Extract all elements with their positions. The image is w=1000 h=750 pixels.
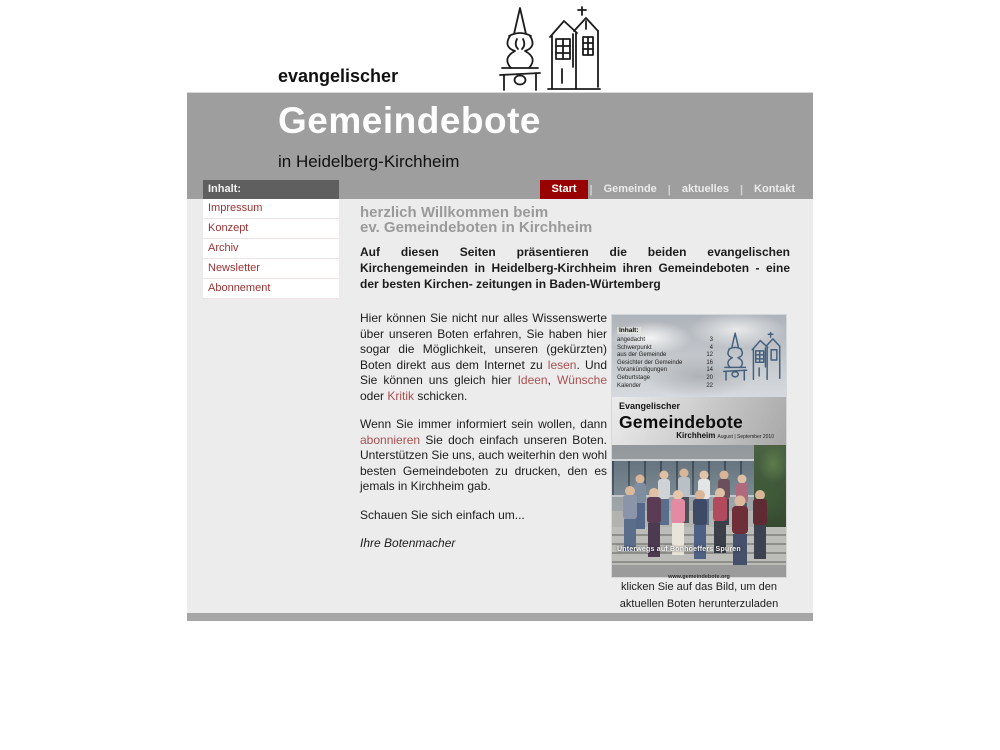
cover-click-hint-line2: aktuellen Boten herunterzuladen (619, 598, 779, 610)
toc-row: Geburtstage 20 (617, 374, 713, 381)
link-kritik[interactable]: Kritik (387, 388, 415, 403)
top-navigation (540, 180, 804, 199)
sidebar-item-newsletter[interactable]: Newsletter (203, 259, 339, 279)
cover-place: Kirchheim (676, 431, 716, 440)
church-sketch-icon (490, 5, 602, 96)
link-abonnieren[interactable]: abonnieren (360, 432, 421, 447)
paragraph-2: Wenn Sie immer informiert sein wollen, dann abonnieren Sie doch einfach unseren Boten. Unterstützen Sie uns, auch weiterhin den wohl besten Gemeindeboten zu drucken, den es jemals in Kirchheim gab. (360, 417, 607, 493)
content-area (187, 199, 813, 613)
sidebar-header: Inhalt: (203, 180, 339, 199)
banner (187, 92, 813, 199)
paragraph-3: Schauen Sie sich einfach um... (360, 507, 525, 522)
link-wuensche[interactable]: Wünsche (556, 373, 608, 387)
cover-church-sketch-icon (718, 321, 782, 396)
site-subtitle: in Heidelberg-Kirchheim (278, 152, 460, 171)
nav-separator: | (739, 183, 744, 196)
page-title-line1: herzlich Willkommen beim (360, 204, 549, 221)
cover-click-hint (612, 579, 786, 613)
cover-toc (617, 319, 713, 390)
paragraph-1: Hier können Sie nicht nur alles Wissenswerte über unseren Boten erfahren, Sie haben hier sogar die Möglichkeit, unseren (gekürzten) Boten direkt aus dem Internet zu lesen. Und Sie können uns gleich hier Ideen, Wünsche oder Kritik schicken. (360, 311, 608, 403)
intro-paragraph: Auf diesen Seiten präsentieren die beiden evangelischen Kirchengemeinden in Heidelberg-Kirchheim ihren Gemeindeboten - eine der besten Kirchen- zeitungen in Baden-Würtemberg (360, 245, 790, 291)
nav-item-aktuelles[interactable]: aktuelles (681, 183, 729, 195)
nav-row (187, 180, 813, 199)
link-lesen[interactable]: lesen (547, 357, 577, 372)
magazine-cover-image[interactable] (612, 315, 786, 580)
nav-separator: | (667, 183, 671, 196)
link-ideen[interactable]: Ideen (517, 373, 548, 387)
gemeindebote-website (187, 0, 813, 621)
cover-footer-strip (612, 565, 786, 580)
sidebar-menu (203, 199, 339, 299)
sidebar-item-archiv[interactable]: Archiv (203, 239, 339, 259)
cover-issue-date: August | September 2010 (717, 434, 774, 440)
cover-click-hint-line1: klicken Sie auf das Bild, um den (621, 581, 777, 593)
sidebar-item-abonnement[interactable]: Abonnement (203, 279, 339, 299)
nav-item-start[interactable]: Start (540, 180, 587, 199)
cover-group-photo (612, 445, 786, 565)
toc-row: aus der Gemeinde 12 (617, 352, 713, 359)
cover-website: www.gemeindebote.org (668, 574, 730, 580)
toc-row: angedacht 3 (617, 337, 713, 343)
page-title (360, 205, 592, 235)
page-title-line2: ev. Gemeindeboten in Kirchheim (360, 219, 593, 236)
cover-issue (676, 431, 774, 440)
sidebar-item-konzept[interactable]: Konzept (203, 219, 339, 239)
sidebar-item-impressum[interactable]: Impressum (203, 199, 339, 219)
signature: Ihre Botenmacher (360, 536, 456, 550)
footer-bar (187, 613, 813, 621)
nav-item-kontakt[interactable]: Kontakt (754, 183, 795, 195)
nav-separator: | (589, 183, 593, 196)
toc-row: Schwerpunkt 4 (617, 344, 713, 351)
cover-toc-header: Inhalt: (619, 327, 639, 334)
body-text-column (360, 311, 607, 565)
nav-item-gemeinde[interactable]: Gemeinde (603, 183, 657, 195)
site-title: Gemeindebote (278, 100, 541, 141)
cover-publisher: Evangelischer (619, 401, 681, 411)
super-title: evangelischer (278, 66, 399, 86)
toc-row: Gesichter der Gemeinde 16 (617, 359, 713, 366)
cover-title: Gemeindebote (619, 412, 743, 432)
toc-row: Kalender 22 (617, 382, 713, 389)
toc-row: Vorankündigungen 14 (617, 367, 713, 374)
cover-title-band (612, 397, 786, 445)
cover-sky-section (612, 315, 786, 397)
masthead (187, 0, 813, 92)
cover-photo-caption: Unterwegs auf Bonhoeffers Spuren (617, 546, 741, 553)
